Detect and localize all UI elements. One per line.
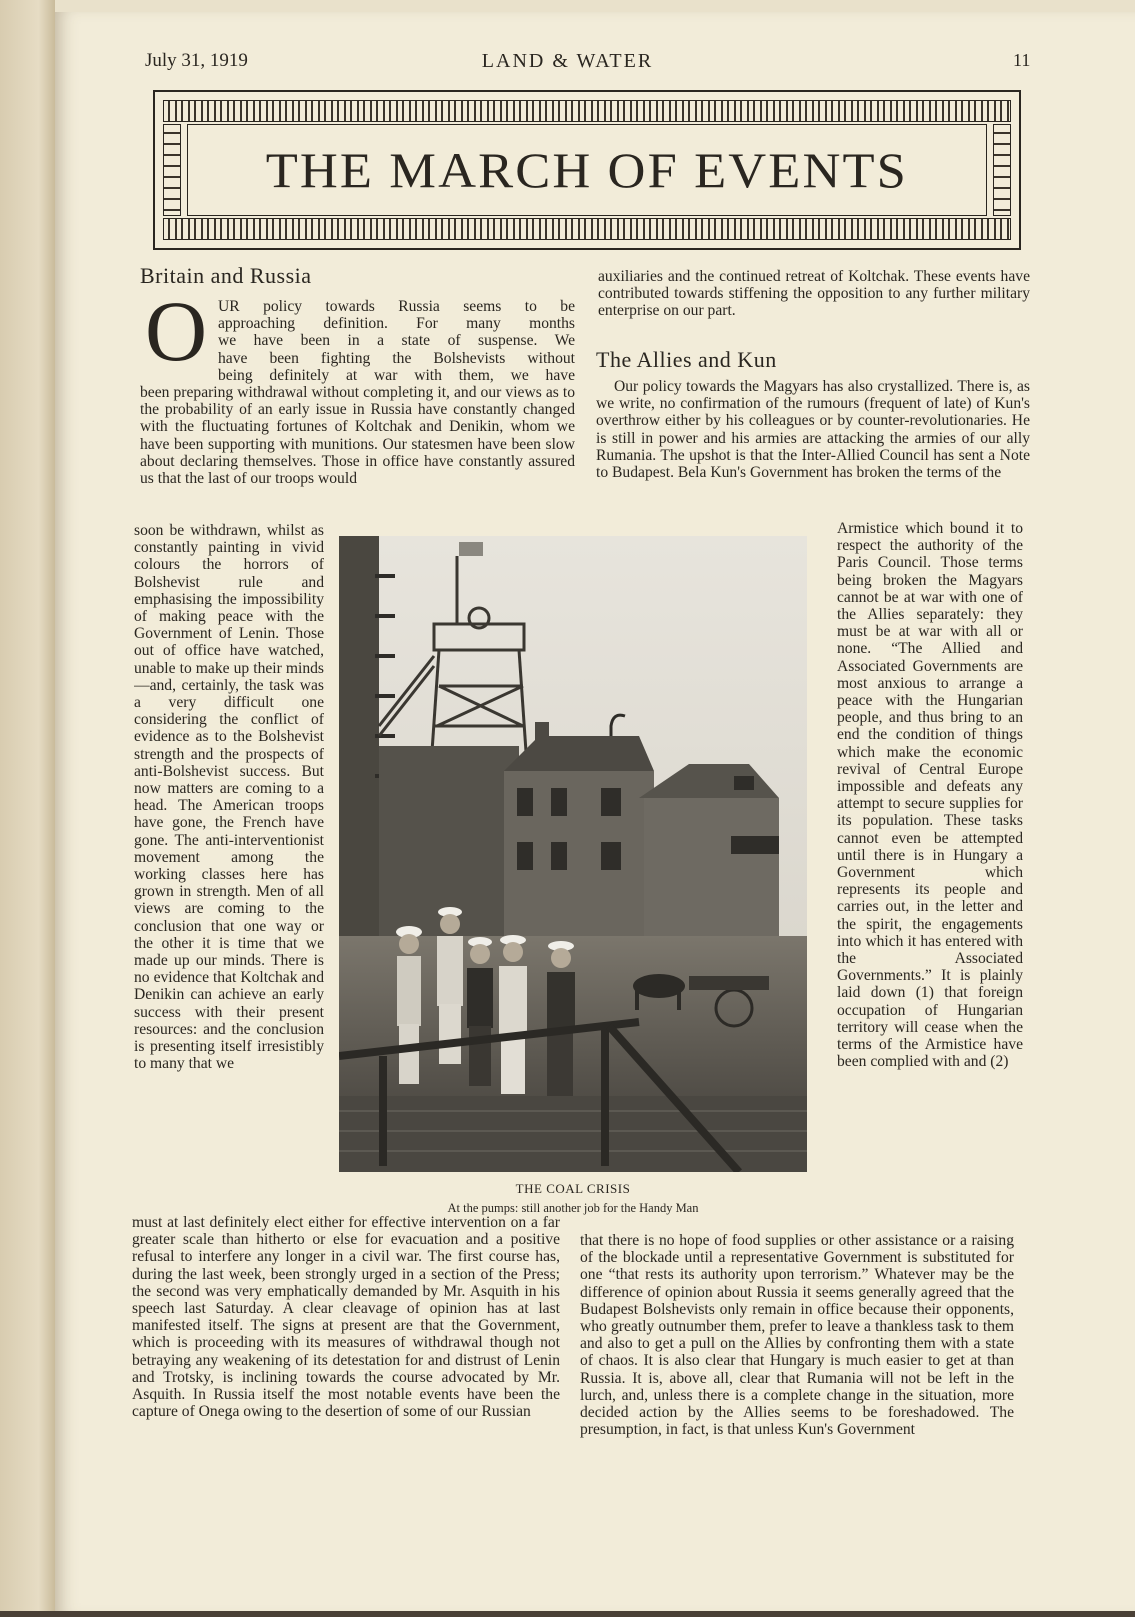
paragraph: that there is no hope of food supplies or other assistance or a raising of the blockade until a representative Government is substituted for one “that rests its authority upon terrorism.” Whatever may be the difference of opinion about Russia it seems generally agreed that the Budapest Bolshevists only remain in office because their opponents, who greatly outnumber them, prefer to leave a thankless task to them and also to get a pull on the Allies by confronting them with a state of chaos. It is also clear that Hungary is much easier to get at than Russia. It is, above all, clear that Rumania will not be left in the lurch, and, unless there is a complete change in the situation, more decided action by the Allies seems to be foreshadowed. The presumption, in fact, is that unless Kun's Government: [580, 1232, 1014, 1439]
ornamental-border-left: [163, 124, 181, 216]
photo-caption-subtitle: At the pumps: still another job for the Handy Man: [447, 1201, 699, 1215]
paragraph: Armistice which bound it to respect the authority of the Paris Council. Those terms being broken the Magyars cannot be at war with one of the Allies separately: they must be at war with all or none. “The Allied and Associated Governments are most anxious to arrange a peace with the Hungarian people, and thus bring to an end the condition of things which make the economic revival of Central Europe impossible and defeats any attempt to secure supplies for its population. These tasks cannot even be attempted until there is in Hungary a Government which represents its people and carries out, in the letter and the spirit, the engagements into which it has entered with the Associated Governments.” It is plainly laid down (1) that foreign occupation of Hungarian territory will cease when the terms of the Armistice have been complied with and (2): [837, 520, 1023, 1071]
section-title: THE MARCH OF EVENTS: [265, 142, 909, 198]
allies-kun-text-bottom: [580, 1232, 1014, 1512]
coal-crisis-photograph: [339, 536, 807, 1172]
intro-line: have been fighting the Bolshevists without: [218, 349, 575, 367]
intro-line: approaching definition. For many months: [218, 315, 575, 333]
paragraph: auxiliaries and the continued retreat of Koltchak. These events have contributed towards stiffening the opposition to any further military enterprise on our part.: [598, 268, 1030, 320]
paragraph: been preparing withdrawal without completing it, and our views as to the probability of an early issue in Russia have constantly changed with the fluctuating fortunes of Koltchak and Denikin, whom we have been supporting with munitions. Our statesmen have been slow about declaring themselves. Those in office have constantly assured us that the last of our troops would: [140, 384, 575, 488]
page-bottom-edge: [0, 1611, 1135, 1617]
britain-russia-text-bottom: [132, 1214, 560, 1496]
right-column-continuation: [598, 268, 1030, 338]
page-number: 11: [1013, 50, 1031, 70]
paragraph: Our policy towards the Magyars has also crystallized. There is, as we write, no confirmation of the rumours (frequent of late) of Kun's overthrow either by his colleagues or by counter-revolutionaries. He is still in power and his armies are attacking the armies of our ally Rumania. The upshot is that the Inter-Allied Council has sent a Note to Budapest. Bela Kun's Government has broken the terms of the: [596, 378, 1030, 482]
issue-date: July 31, 1919: [145, 50, 248, 71]
paragraph: must at last definitely elect either for effective intervention on a far greater scale than hitherto or else for evacuation and a positive refusal to interfere any longer in a civil war. The first course has, during the last week, been strongly urged in a section of the Press; the second was very emphatically demanded by Mr. Asquith in his speech last Saturday. A clear cleavage of opinion has at last manifested itself. The signs at present are that the Government, which is proceeding with its measures of withdrawal though not betraying any weakening of its detestation for and distrust of Lenin and Trotsky, is inclining towards the course advocated by Mr. Asquith. In Russia itself the most notable events have been the capture of Onega owing to the desertion of some of our Russian: [132, 1214, 560, 1421]
drop-cap: O: [145, 283, 208, 379]
ornamental-border-bottom: [163, 218, 1011, 240]
intro-line: UR policy towards Russia seems to be: [218, 298, 575, 315]
ornamental-border-top: [163, 100, 1011, 122]
intro-line: we have been in a state of suspense. We: [218, 332, 575, 350]
intro-lines: [218, 298, 575, 384]
paragraph: soon be withdrawn, whilst as constantly painting in vivid colours the horrors of Bolshevist rule and emphasising the impossibility of making peace with the Government of Lenin. Those out of office have watched, unable to make up their minds—and, certainly, the task was a very difficult one considering the conflict of evidence as to the Bolshevist strength and the prospects of anti-Bolshevist success. But now matters are coming to a head. The American troops have gone, the French have gone. The anti-interventionist movement among the working classes here has grown in strength. Men of all views are coming to the conclusion that one way or the other it is time that we made up our minds. There is no evidence that Koltchak and Denikin can achieve an early success with their present resources: and the conclusion is presenting itself irresistibly to many that we: [134, 522, 324, 1073]
magazine-title: LAND & WATER: [481, 50, 654, 72]
photo-caption-title: THE COAL CRISIS: [515, 1181, 631, 1196]
allies-kun-text-wide: [596, 378, 1030, 520]
britain-russia-text-wide: [140, 384, 575, 534]
book-spine: [0, 0, 55, 1617]
heading-britain-russia: Britain and Russia: [140, 263, 312, 288]
allies-kun-text-narrow: [837, 520, 1023, 1240]
heading-allies-kun: The Allies and Kun: [596, 347, 777, 372]
intro-line: being definitely at war with them, we have: [218, 366, 575, 384]
ornamental-border-right: [993, 124, 1011, 216]
masthead-title-box: [187, 124, 987, 216]
britain-russia-text-narrow: [134, 522, 324, 1216]
masthead-frame: [153, 90, 1021, 250]
